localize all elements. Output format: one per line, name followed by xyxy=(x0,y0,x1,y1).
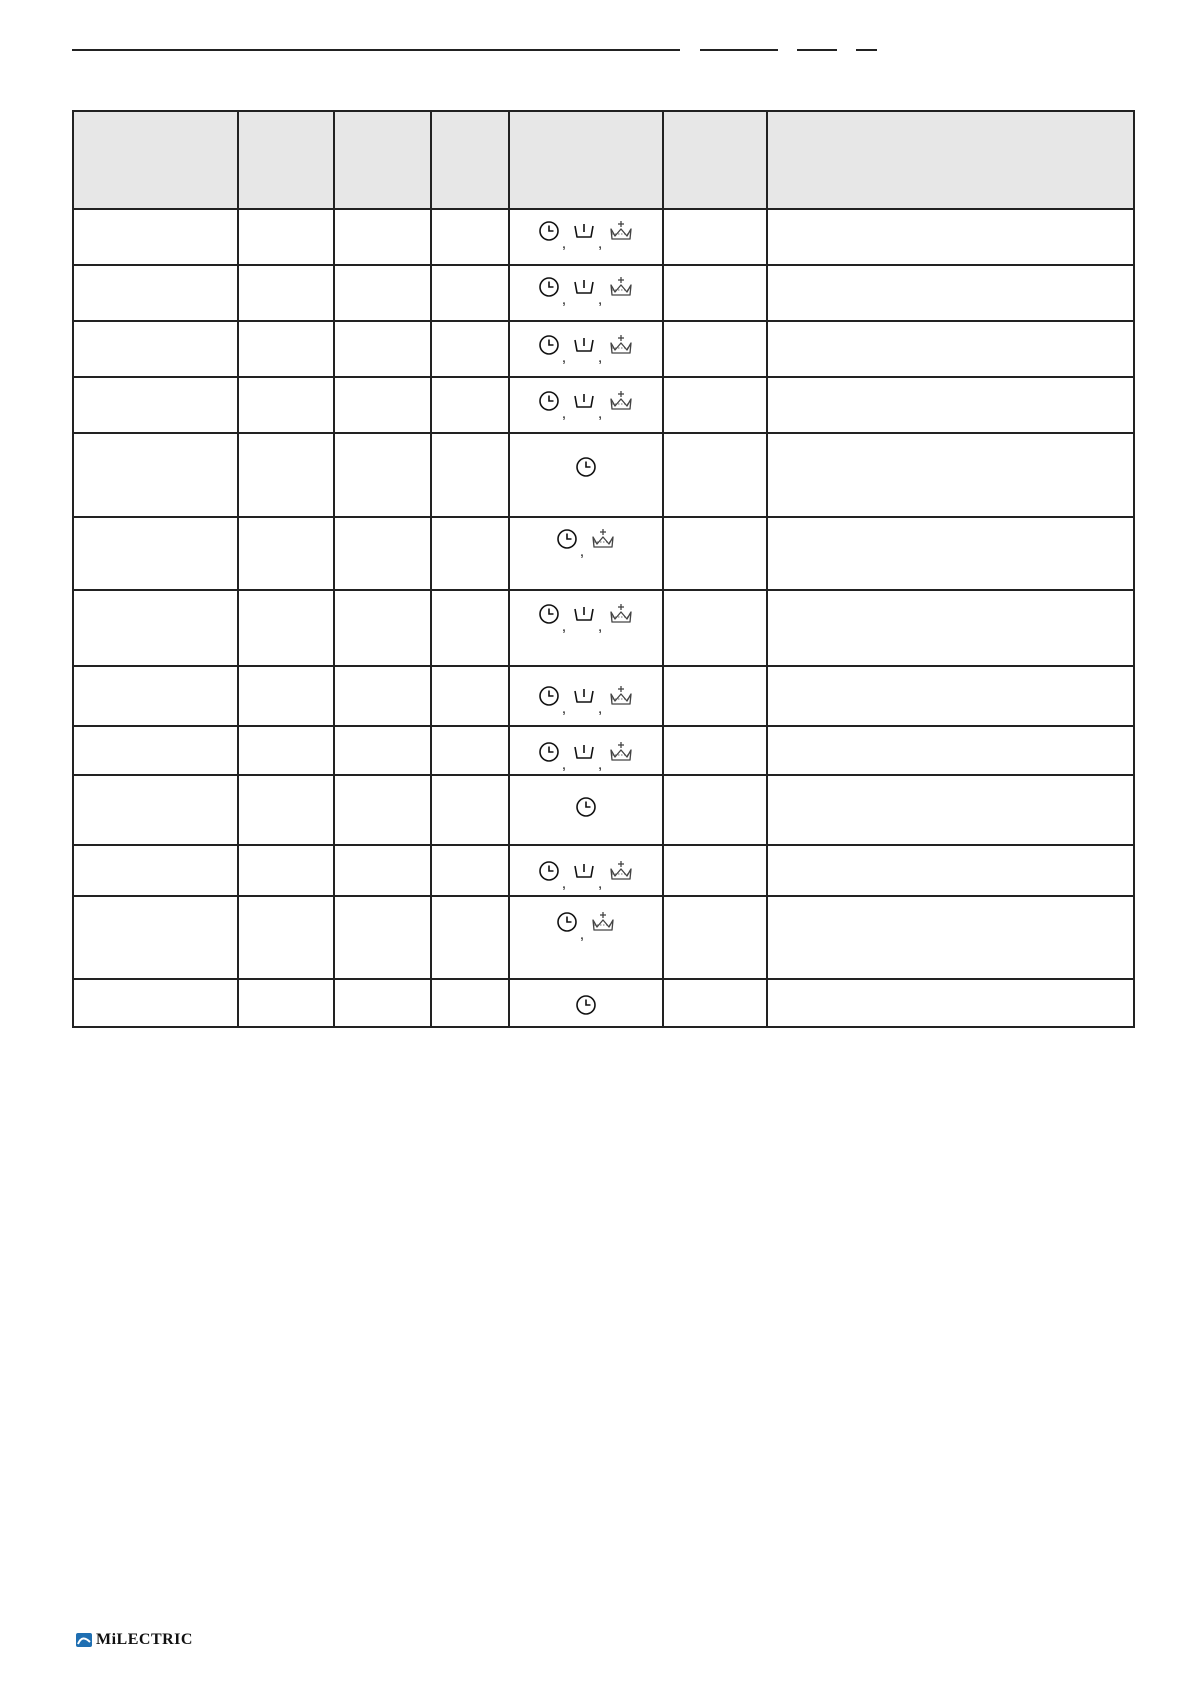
table-row xyxy=(73,321,1134,377)
table-cell xyxy=(238,845,334,896)
table-cell xyxy=(663,433,767,517)
table-cell xyxy=(73,590,238,666)
table-cell xyxy=(767,845,1134,896)
table-cell xyxy=(431,979,509,1027)
table-cell xyxy=(431,896,509,979)
table-cell xyxy=(73,209,238,265)
separator-comma: , xyxy=(579,543,585,560)
underline-blank-1 xyxy=(72,49,680,51)
clock-icon xyxy=(538,276,560,298)
table-cell xyxy=(238,726,334,775)
table-cell xyxy=(73,666,238,726)
header-cell xyxy=(334,111,431,209)
milectric-logo xyxy=(76,1631,193,1649)
table-cell xyxy=(431,377,509,433)
options-cell xyxy=(509,377,663,433)
separator-comma: , xyxy=(598,700,603,717)
table-cell xyxy=(767,377,1134,433)
clock-icon xyxy=(575,456,597,478)
options-cell xyxy=(509,517,663,590)
separator-comma: , xyxy=(598,405,603,422)
table-cell xyxy=(767,433,1134,517)
options-cell xyxy=(509,979,663,1027)
options-cell xyxy=(509,265,663,321)
options-cell xyxy=(509,845,663,896)
option-icons xyxy=(575,796,597,818)
table-cell xyxy=(663,896,767,979)
table-row xyxy=(73,845,1134,896)
separator-comma: , xyxy=(598,756,603,773)
separator-comma: , xyxy=(561,618,566,635)
option-icons xyxy=(538,603,634,634)
crown-icon xyxy=(608,220,634,242)
crown-icon xyxy=(608,860,634,882)
option-icons xyxy=(538,860,634,891)
crown-icon xyxy=(590,911,616,933)
table-cell xyxy=(431,517,509,590)
option-icons xyxy=(538,334,634,365)
table-cell xyxy=(431,265,509,321)
table-cell xyxy=(238,209,334,265)
table-row xyxy=(73,209,1134,265)
table-header-row xyxy=(73,111,1134,209)
table-row xyxy=(73,517,1134,590)
crown-icon xyxy=(608,685,634,707)
table-cell xyxy=(73,377,238,433)
table-cell xyxy=(767,517,1134,590)
separator-comma: , xyxy=(598,349,603,366)
table-cell xyxy=(334,775,431,845)
options-cell xyxy=(509,590,663,666)
basin-icon xyxy=(572,860,596,882)
table-cell xyxy=(238,433,334,517)
table-cell xyxy=(238,979,334,1027)
table-cell xyxy=(663,666,767,726)
table-row xyxy=(73,726,1134,775)
separator-comma: , xyxy=(561,291,566,308)
table-cell xyxy=(431,321,509,377)
table-row xyxy=(73,377,1134,433)
table-row xyxy=(73,265,1134,321)
header-cell xyxy=(238,111,334,209)
option-icons xyxy=(575,456,597,478)
options-cell xyxy=(509,209,663,265)
options-cell xyxy=(509,666,663,726)
table-cell xyxy=(767,896,1134,979)
separator-comma: , xyxy=(561,405,566,422)
crown-icon xyxy=(608,276,634,298)
table-cell xyxy=(431,726,509,775)
clock-icon xyxy=(538,603,560,625)
table-cell xyxy=(73,726,238,775)
table-cell xyxy=(334,377,431,433)
table-cell xyxy=(238,896,334,979)
table-cell xyxy=(334,896,431,979)
clock-icon xyxy=(538,390,560,412)
basin-icon xyxy=(572,741,596,763)
table-cell xyxy=(767,265,1134,321)
header-cell xyxy=(767,111,1134,209)
separator-comma: , xyxy=(598,291,603,308)
table-cell xyxy=(334,265,431,321)
clock-icon xyxy=(538,741,560,763)
table-cell xyxy=(334,321,431,377)
table-cell xyxy=(73,265,238,321)
table-cell xyxy=(767,979,1134,1027)
table-cell xyxy=(334,590,431,666)
table-row xyxy=(73,775,1134,845)
table-row xyxy=(73,979,1134,1027)
table-cell xyxy=(334,979,431,1027)
table-cell xyxy=(431,775,509,845)
header-cell xyxy=(509,111,663,209)
header-cell xyxy=(73,111,238,209)
clock-icon xyxy=(556,528,578,550)
basin-icon xyxy=(572,603,596,625)
table-cell xyxy=(238,321,334,377)
table-cell xyxy=(334,845,431,896)
logo-wordmark: MiLECTRIC xyxy=(96,1631,193,1648)
option-icons xyxy=(538,741,634,772)
separator-comma: , xyxy=(598,618,603,635)
table-cell xyxy=(431,433,509,517)
table-cell xyxy=(663,979,767,1027)
table-cell xyxy=(334,433,431,517)
table-cell xyxy=(767,726,1134,775)
option-icons xyxy=(538,685,634,716)
basin-icon xyxy=(572,685,596,707)
table-cell xyxy=(238,517,334,590)
table-cell xyxy=(663,517,767,590)
clock-icon xyxy=(556,911,578,933)
table-cell xyxy=(767,775,1134,845)
table-cell xyxy=(238,265,334,321)
crown-icon xyxy=(608,603,634,625)
option-icons xyxy=(538,390,634,421)
option-icons xyxy=(575,994,597,1016)
table-cell xyxy=(334,209,431,265)
clock-icon xyxy=(538,685,560,707)
table-cell xyxy=(767,590,1134,666)
table-cell xyxy=(334,517,431,590)
header-cell xyxy=(663,111,767,209)
underline-blank-2 xyxy=(700,49,778,51)
crown-icon xyxy=(608,334,634,356)
clock-icon xyxy=(538,220,560,242)
table-cell xyxy=(73,979,238,1027)
table-cell xyxy=(238,666,334,726)
program-table-body xyxy=(73,111,1134,1027)
table-row xyxy=(73,666,1134,726)
crown-icon xyxy=(590,528,616,550)
crown-icon xyxy=(608,741,634,763)
separator-comma: , xyxy=(561,875,566,892)
crown-icon xyxy=(608,390,634,412)
separator-comma: , xyxy=(561,756,566,773)
options-cell xyxy=(509,321,663,377)
basin-icon xyxy=(572,220,596,242)
basin-icon xyxy=(572,390,596,412)
table-cell xyxy=(767,321,1134,377)
table-cell xyxy=(73,517,238,590)
table-cell xyxy=(334,666,431,726)
table-cell xyxy=(663,321,767,377)
basin-icon xyxy=(572,334,596,356)
options-cell xyxy=(509,896,663,979)
table-row xyxy=(73,433,1134,517)
separator-comma: , xyxy=(561,349,566,366)
underline-blank-3 xyxy=(797,49,837,51)
table-cell xyxy=(431,666,509,726)
separator-comma: , xyxy=(561,700,566,717)
basin-icon xyxy=(572,276,596,298)
table-cell xyxy=(238,590,334,666)
options-cell xyxy=(509,433,663,517)
separator-comma: , xyxy=(579,926,585,943)
header-cell xyxy=(431,111,509,209)
underline-blank-4 xyxy=(856,49,877,51)
table-cell xyxy=(73,845,238,896)
table-cell xyxy=(663,590,767,666)
clock-icon xyxy=(575,994,597,1016)
program-table xyxy=(72,110,1135,1028)
table-cell xyxy=(663,265,767,321)
table-cell xyxy=(431,845,509,896)
separator-comma: , xyxy=(598,875,603,892)
table-cell xyxy=(73,321,238,377)
clock-icon xyxy=(538,860,560,882)
table-cell xyxy=(767,209,1134,265)
table-cell xyxy=(73,775,238,845)
table-cell xyxy=(334,726,431,775)
table-cell xyxy=(663,726,767,775)
option-icons xyxy=(556,911,616,942)
table-cell xyxy=(663,209,767,265)
clock-icon xyxy=(538,334,560,356)
option-icons xyxy=(538,220,634,251)
table-cell xyxy=(663,845,767,896)
table-cell xyxy=(431,590,509,666)
options-cell xyxy=(509,726,663,775)
table-cell xyxy=(663,775,767,845)
options-cell xyxy=(509,775,663,845)
option-icons xyxy=(538,276,634,307)
table-cell xyxy=(73,433,238,517)
table-cell xyxy=(431,209,509,265)
clock-icon xyxy=(575,796,597,818)
separator-comma: , xyxy=(598,235,603,252)
table-cell xyxy=(238,377,334,433)
milectric-mark-icon xyxy=(76,1633,92,1647)
table-cell xyxy=(767,666,1134,726)
separator-comma: , xyxy=(561,235,566,252)
table-cell xyxy=(238,775,334,845)
option-icons xyxy=(556,528,616,559)
table-cell xyxy=(73,896,238,979)
table-row xyxy=(73,896,1134,979)
table-row xyxy=(73,590,1134,666)
table-cell xyxy=(663,377,767,433)
